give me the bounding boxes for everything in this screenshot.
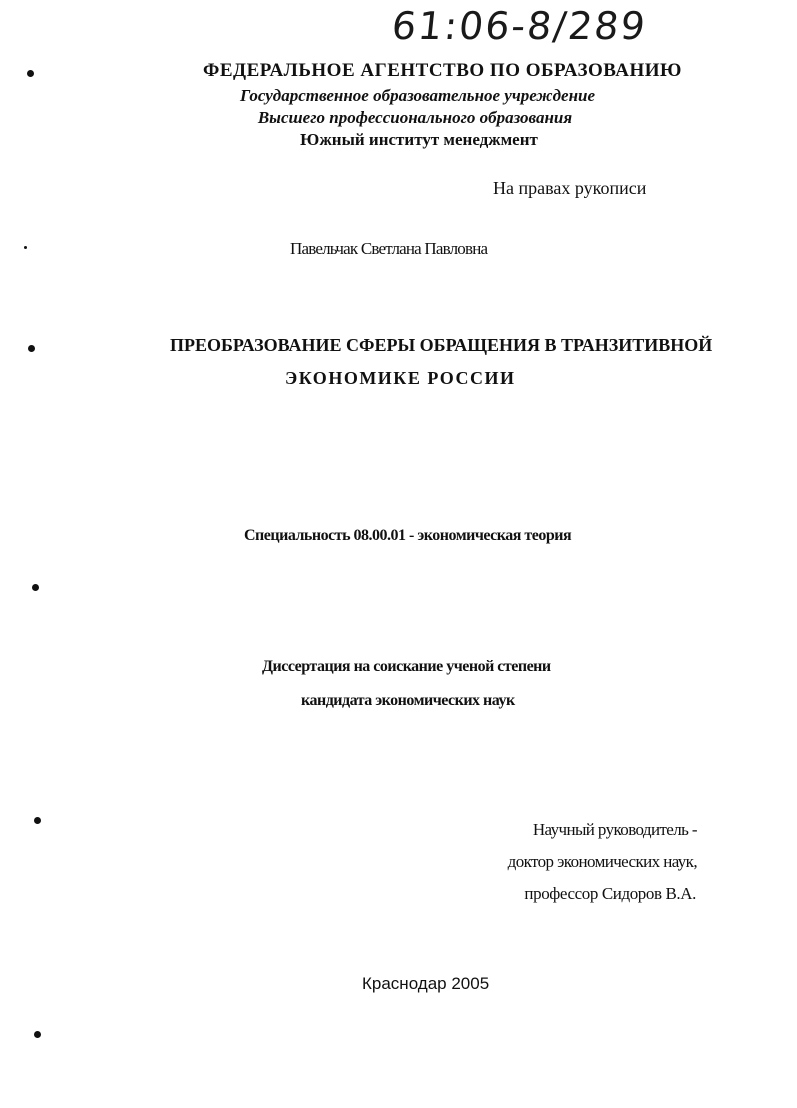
manuscript-note: На правах рукописи <box>493 178 647 198</box>
author-name: Павельчак Светлана Павловна <box>290 239 488 258</box>
margin-dot <box>24 246 27 249</box>
institution-line-1: Государственное образовательное учреждение <box>239 86 596 105</box>
margin-dot <box>34 1031 41 1038</box>
institute-name: Южный институт менеджмент <box>300 130 538 149</box>
institution-line-2: Высшего профессионального образования <box>257 108 573 127</box>
title-line-2: ЭКОНОМИКЕ РОССИИ <box>285 368 516 388</box>
agency-heading: ФЕДЕРАЛЬНОЕ АГЕНТСТВО ПО ОБРАЗОВАНИЮ <box>203 60 682 81</box>
margin-dot <box>32 584 39 591</box>
dissertation-line-2: кандидата экономических наук <box>301 692 515 709</box>
supervisor-line-2: доктор экономических наук, <box>507 852 697 871</box>
dissertation-line-1: Диссертация на соискание ученой степени <box>262 658 551 675</box>
specialty: Специальность 08.00.01 - экономическая теория <box>244 527 572 544</box>
title-line-1: ПРЕОБРАЗОВАНИЕ СФЕРЫ ОБРАЩЕНИЯ В ТРАНЗИТИВНОЙ <box>170 335 713 355</box>
supervisor-line-3: профессор Сидоров В.А. <box>524 884 696 903</box>
city-year: Краснодар 2005 <box>362 974 490 993</box>
handwritten-code: 61:06-8/289 <box>389 4 650 48</box>
margin-dot <box>34 817 41 824</box>
supervisor-line-1: Научный руководитель - <box>532 820 697 839</box>
margin-dot <box>28 345 35 352</box>
